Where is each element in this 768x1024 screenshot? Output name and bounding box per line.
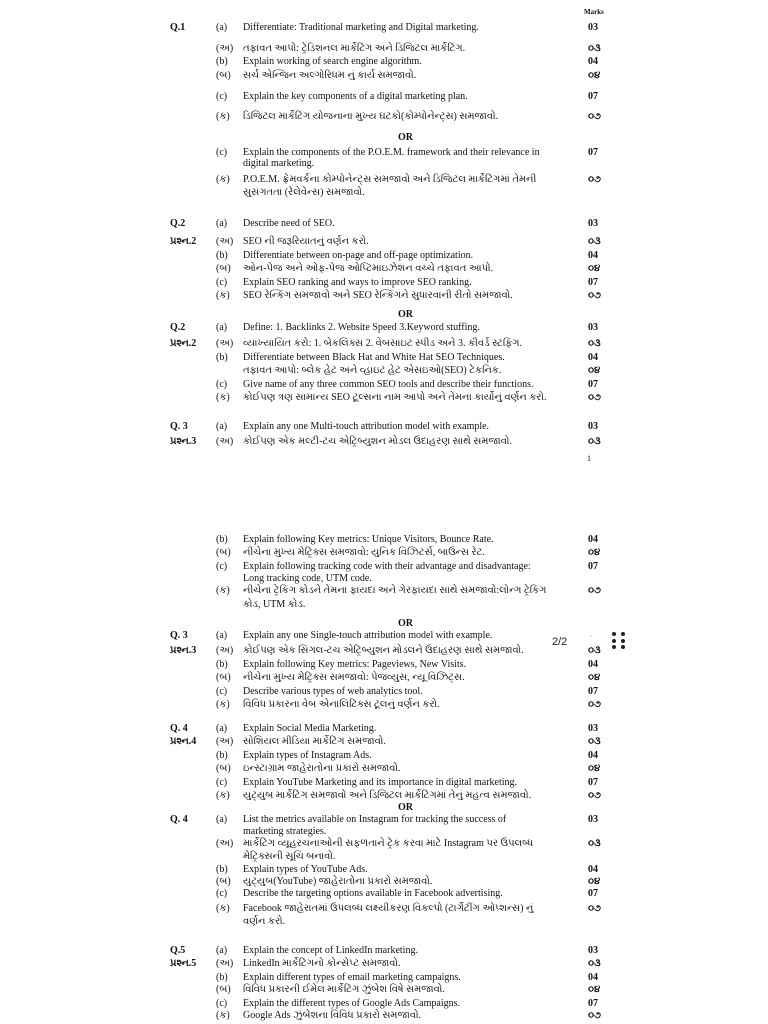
question-row [0,659,768,673]
question-text: SEO રેન્કિંગ સમજાવો અને SEO રેન્કિંગને સુધારવાની રીતો સમજાવો. [243,290,513,301]
question-row [0,750,768,764]
question-text: વિવિધ પ્રકારની ઈમેલ માર્કેટિંગ ઝુંબેશ વિષે સમજાવો. [243,984,445,995]
question-row [0,534,768,548]
marks-value: 03 [588,218,598,229]
question-row [0,916,768,930]
sub-part-label: (c) [216,277,228,288]
question-row [0,585,768,599]
question-row [0,838,768,852]
question-text: કોઈપણ એક મલ્ટી-ટચ એટ્રિબ્યુશન મોડલ ઉદાહરણ સાથે સમજાવો. [243,436,513,447]
marks-value: ૦૩ [588,645,601,656]
sub-part-label: (ક) [216,1010,230,1021]
question-number: પ્રશ્ન.2 [170,236,197,247]
marks-value: ૦૩ [588,958,601,969]
marks-value: 04 [588,864,598,875]
page-number: 1 [587,454,591,463]
marks-value: 03 [588,945,598,956]
sub-part-label: (c) [216,888,228,899]
question-row [0,365,768,379]
question-text: તફાવત આપો: બ્લેક હેટ અને વ્હાઇટ હેટ એસઇઓ(SEO) ટેકનિક. [243,365,502,376]
question-text: મેટ્રિક્સની સૂચિ બનાવો. [243,851,336,862]
question-text: સોશિયલ મીડિયા માર્કેટિંગ સમજાવો. [243,736,386,747]
question-number: પ્રશ્ન.4 [170,736,197,747]
marks-value: ૦૩ [588,43,601,54]
question-text: Explain any one Single-touch attribution model with example. [243,630,493,641]
marks-value: ૦૭ [588,174,601,185]
marks-value: ૦૭ [588,585,601,596]
marks-value: 07 [588,888,598,899]
question-number: પ્રશ્ન.2 [170,338,197,349]
marks-column-header: Marks [584,8,604,16]
grid-dots-icon[interactable] [612,632,626,650]
question-row [0,851,768,865]
question-row [0,218,768,232]
question-number: Q.5 [170,945,186,956]
marks-value: ૦૭ [588,392,601,403]
question-number: Q.2 [170,322,186,333]
question-text: Differentiate between on-page and off-page optimization. [243,250,474,261]
question-row [0,70,768,84]
question-text: Facebook જાહેરાતમાં ઉપલબ્ધ લક્ષ્યીકરણ વિકલ્પો (ટાર્ગેટીંગ ઓપ્શન્સ) નું [243,903,534,914]
question-text: Explain following Key metrics: Unique Visitors, Bounce Rate. [243,534,494,545]
question-text: કોઈપણ ત્રણ સામાન્ય SEO ટૂલ્સના નામ આપો અને તેમના કાર્યોનું વર્ણન કરો. [243,392,547,403]
question-row [0,379,768,393]
stray-mark: , [590,632,592,638]
question-text: Explain types of Instagram Ads. [243,750,372,761]
marks-value: ૦૪ [588,672,601,683]
sub-part-label: (ક) [216,585,230,596]
sub-part-label: (a) [216,22,228,33]
question-row [0,672,768,686]
sub-part-label: (ક) [216,392,230,403]
question-text: સુસંગતતા (રેલેવેન્સ) સમજાવો. [243,187,365,198]
question-row [0,723,768,737]
question-text: સર્ચ એન્જિન અલ્ગોરિધમ નું કાર્ય સમજાવો. [243,70,417,81]
question-text: નીચેના ટ્રેકિંગ કોડને તેમના ફાયદા અને ગેરફાયદા સાથે સમજાવો:લોન્ગ ટ્રેકિંગ [243,585,547,596]
sub-part-label: (c) [216,379,228,390]
question-text: Explain working of search engine algorithm. [243,56,422,67]
sub-part-label: (b) [216,534,228,545]
sub-part-label: (a) [216,630,228,641]
question-text: Explain the different types of Google Ads Campaigns. [243,998,460,1009]
marks-value: ૦૩ [588,436,601,447]
question-row [0,290,768,304]
question-text: Differentiate: Traditional marketing and Digital marketing. [243,22,479,33]
question-row [0,699,768,713]
question-text: ઇન્સ્ટાગ્રામ જાહેરાતોના પ્રકારો સમજાવો. [243,763,401,774]
question-row [0,22,768,36]
sub-part-label: (b) [216,352,228,363]
question-text: વિવિધ પ્રકારના વેબ એનાલિટિક્સ ટૂલનું વર્ણન કરો. [243,699,440,710]
question-row [0,322,768,336]
question-row [0,91,768,105]
sub-part-label: (c) [216,998,228,1009]
marks-value: ૦૭ [588,903,601,914]
marks-value: ૦૩ [588,236,601,247]
question-row [0,736,768,750]
sub-part-label: (b) [216,750,228,761]
marks-value: ૦૪ [588,70,601,81]
marks-value: 04 [588,250,598,261]
question-row [0,630,768,644]
question-row [0,888,768,902]
or-label: OR [398,618,413,629]
sub-part-label: (અ) [216,645,234,656]
sub-part-label: (અ) [216,736,234,747]
sub-part-label: (બ) [216,263,231,274]
marks-value: ૦૪ [588,763,601,774]
question-row [0,763,768,777]
marks-value: ૦૪ [588,876,601,887]
question-row [0,958,768,972]
question-number: Q. 4 [170,723,188,734]
marks-value: ૦૭ [588,790,601,801]
question-number: Q. 3 [170,630,188,641]
question-text: Explain Social Media Marketing. [243,723,377,734]
sub-part-label: (ક) [216,903,230,914]
sub-part-label: (ક) [216,174,230,185]
question-row [0,158,768,172]
or-divider [0,309,768,323]
question-text: વર્ણન કરો. [243,916,286,927]
marks-value: 04 [588,972,598,983]
question-number: Q.2 [170,218,186,229]
question-row [0,645,768,659]
question-text: વ્યાખ્યાયિત કરો: 1. બેકલિંક્સ 2. વેબસાઇટ સ્પીડ અને 3. કીવર્ડ સ્ટફિંગ. [243,338,523,349]
question-row [0,236,768,250]
sub-part-label: (c) [216,777,228,788]
question-text: નીચેના મુખ્ય મેટ્રિક્સ સમજાવો: પેજવ્યુસ, ન્યૂ વિઝિટ્સ. [243,672,465,683]
page-counter: 2/2 [552,636,568,648]
question-row [0,984,768,998]
sub-part-label: (બ) [216,70,231,81]
question-text: Describe the targeting options available in Facebook advertising. [243,888,503,899]
marks-value: ૦૩ [588,838,601,849]
sub-part-label: (a) [216,723,228,734]
sub-part-label: (b) [216,659,228,670]
marks-value: 04 [588,659,598,670]
sub-part-label: (ક) [216,111,230,122]
question-number: પ્રશ્ન.5 [170,958,197,969]
question-text: Describe various types of web analytics tool. [243,686,423,697]
question-text: LinkedIn માર્કેટિંગનો કોન્સેપ્ટ સમજાવો. [243,958,401,969]
question-row [0,111,768,125]
or-label: OR [398,309,413,320]
marks-value: 03 [588,22,598,33]
question-text: Google Ads ઝુંબેશના વિવિધ પ્રકારો સમજાવો. [243,1010,422,1021]
question-row [0,277,768,291]
marks-value: 07 [588,277,598,288]
sub-part-label: (બ) [216,763,231,774]
question-row [0,1010,768,1024]
sub-part-label: (ક) [216,290,230,301]
sub-part-label: (અ) [216,236,234,247]
question-row [0,187,768,201]
or-label: OR [398,802,413,813]
question-text: Explain types of YouTube Ads. [243,864,368,875]
question-number: Q. 3 [170,421,188,432]
or-label: OR [398,132,413,143]
marks-value: ૦૭ [588,699,601,710]
question-text: Explain the components of the P.O.E.M. framework and their relevance in [243,147,540,158]
sub-part-label: (ક) [216,699,230,710]
sub-part-label: (અ) [216,838,234,849]
marks-value: 07 [588,561,598,572]
marks-value: 03 [588,421,598,432]
sub-part-label: (c) [216,686,228,697]
question-number: Q. 4 [170,814,188,825]
sub-part-label: (b) [216,864,228,875]
sub-part-label: (b) [216,56,228,67]
question-text: Explain following Key metrics: Pageviews, New Visits. [243,659,467,670]
marks-value: 04 [588,56,598,67]
question-text: કોઈપણ એક સિંગલ-ટચ એટ્રિબ્યુશન મોડલને ઉદાહરણ સાથે સમજાવો. [243,645,524,656]
question-row [0,547,768,561]
marks-value: ૦૭ [588,111,601,122]
question-row [0,599,768,613]
question-text: કોડ, UTM કોડ. [243,599,306,610]
question-row [0,686,768,700]
sub-part-label: (a) [216,814,228,825]
question-text: Explain SEO ranking and ways to improve SEO ranking. [243,277,472,288]
sub-part-label: (c) [216,561,228,572]
marks-value: ૦૪ [588,984,601,995]
question-text: તફાવત આપો: ટ્રેડિશનલ માર્કેટિંગ અને ડિજિટલ માર્કેટિંગ. [243,43,466,54]
question-row [0,338,768,352]
marks-value: 07 [588,147,598,158]
sub-part-label: (અ) [216,958,234,969]
marks-value: ૦૩ [588,736,601,747]
sub-part-label: (c) [216,91,228,102]
question-text: Explain YouTube Marketing and its importance in digital marketing. [243,777,518,788]
question-text: યુટ્યુબ માર્કેટિંગ સમજાવો અને ડિજિટલ માર્કેટિંગમાં તેનું મહત્વ સમજાવો. [243,790,532,801]
marks-value: 07 [588,91,598,102]
marks-value: ૦૩ [588,338,601,349]
or-divider [0,132,768,146]
question-text: Give name of any three common SEO tools and describe their functions. [243,379,534,390]
sub-part-label: (a) [216,218,228,229]
question-text: યુટ્યુબ(YouTube) જાહેરાતોના પ્રકારો સમજાવો. [243,876,433,887]
question-number: પ્રશ્ન.3 [170,645,197,656]
question-row [0,43,768,57]
marks-value: 04 [588,534,598,545]
marks-value: 07 [588,777,598,788]
question-text: Define: 1. Backlinks 2. Website Speed 3.Keyword stuffing. [243,322,480,333]
question-row [0,392,768,406]
question-text: Differentiate between Black Hat and White Hat SEO Techniques. [243,352,505,363]
sub-part-label: (b) [216,972,228,983]
marks-value: 04 [588,352,598,363]
question-row [0,352,768,366]
sub-part-label: (બ) [216,984,231,995]
question-row [0,903,768,917]
sub-part-label: (બ) [216,876,231,887]
sub-part-label: (c) [216,147,228,158]
sub-part-label: (a) [216,322,228,333]
question-text: Explain the concept of LinkedIn marketing. [243,945,418,956]
marks-value: 03 [588,814,598,825]
sub-part-label: (b) [216,250,228,261]
question-row [0,263,768,277]
sub-part-label: (બ) [216,547,231,558]
question-text: ડિજિટલ માર્કેટિંગ યોજનાના મુખ્ય ઘટકો(કોમ્પોનેન્ટ્સ) સમજાવો. [243,111,499,122]
marks-value: 04 [588,750,598,761]
sub-part-label: (ક) [216,790,230,801]
question-text: માર્કેટિંગ વ્યૂહરચનાઓની સફળતાને ટ્રેક કરવા માટે Instagram પર ઉપલબ્ધ [243,838,534,849]
sub-part-label: (a) [216,945,228,956]
sub-part-label: (અ) [216,43,234,54]
marks-value: ૦૭ [588,1010,601,1021]
question-text: marketing strategies. [243,826,327,837]
question-row [0,777,768,791]
marks-value: ૦૪ [588,547,601,558]
sub-part-label: (અ) [216,338,234,349]
question-text: List the metrics available on Instagram for tracking the success of [243,814,507,825]
marks-value: ૦૪ [588,263,601,274]
question-row [0,250,768,264]
sub-part-label: (અ) [216,436,234,447]
sub-part-label: (બ) [216,672,231,683]
question-row [0,56,768,70]
question-text: Describe need of SEO. [243,218,335,229]
question-row [0,421,768,435]
marks-value: ૦૭ [588,290,601,301]
question-row [0,436,768,450]
question-number: પ્રશ્ન.3 [170,436,197,447]
marks-value: 03 [588,723,598,734]
question-text: Explain the key components of a digital marketing plan. [243,91,468,102]
sub-part-label: (a) [216,421,228,432]
question-text: P.O.E.M. ફ્રેમવર્કના કોમ્પોનેન્ટ્સ સમજાવો અને ડિજિટલ માર્કેટિંગમાં તેમની [243,174,537,185]
marks-value: 03 [588,322,598,333]
marks-value: ૦૪ [588,365,601,376]
question-text: SEO ની જરૂરિયાતનું વર્ણન કરો. [243,236,369,247]
question-text: Explain different types of email marketing campaigns. [243,972,461,983]
question-text: Explain any one Multi-touch attribution model with example. [243,421,490,432]
question-text: ઓન-પેજ અને ઓફ-પેજ ઓપ્ટિમાઇઝેશન વચ્ચે તફાવત આપો. [243,263,494,274]
question-number: Q.1 [170,22,186,33]
marks-value: 07 [588,379,598,390]
question-text: નીચેના મુખ્ય મેટ્રિક્સ સમજાવો: યુનિક વિઝિટર્સ, બાઉન્સ રેટ. [243,547,485,558]
question-text: Explain following tracking code with their advantage and disadvantage: [243,561,531,572]
marks-value: 07 [588,686,598,697]
marks-value: 07 [588,998,598,1009]
question-text: digital marketing. [243,158,315,169]
question-text: Long tracking code, UTM code. [243,573,372,584]
question-row [0,174,768,188]
question-row [0,945,768,959]
